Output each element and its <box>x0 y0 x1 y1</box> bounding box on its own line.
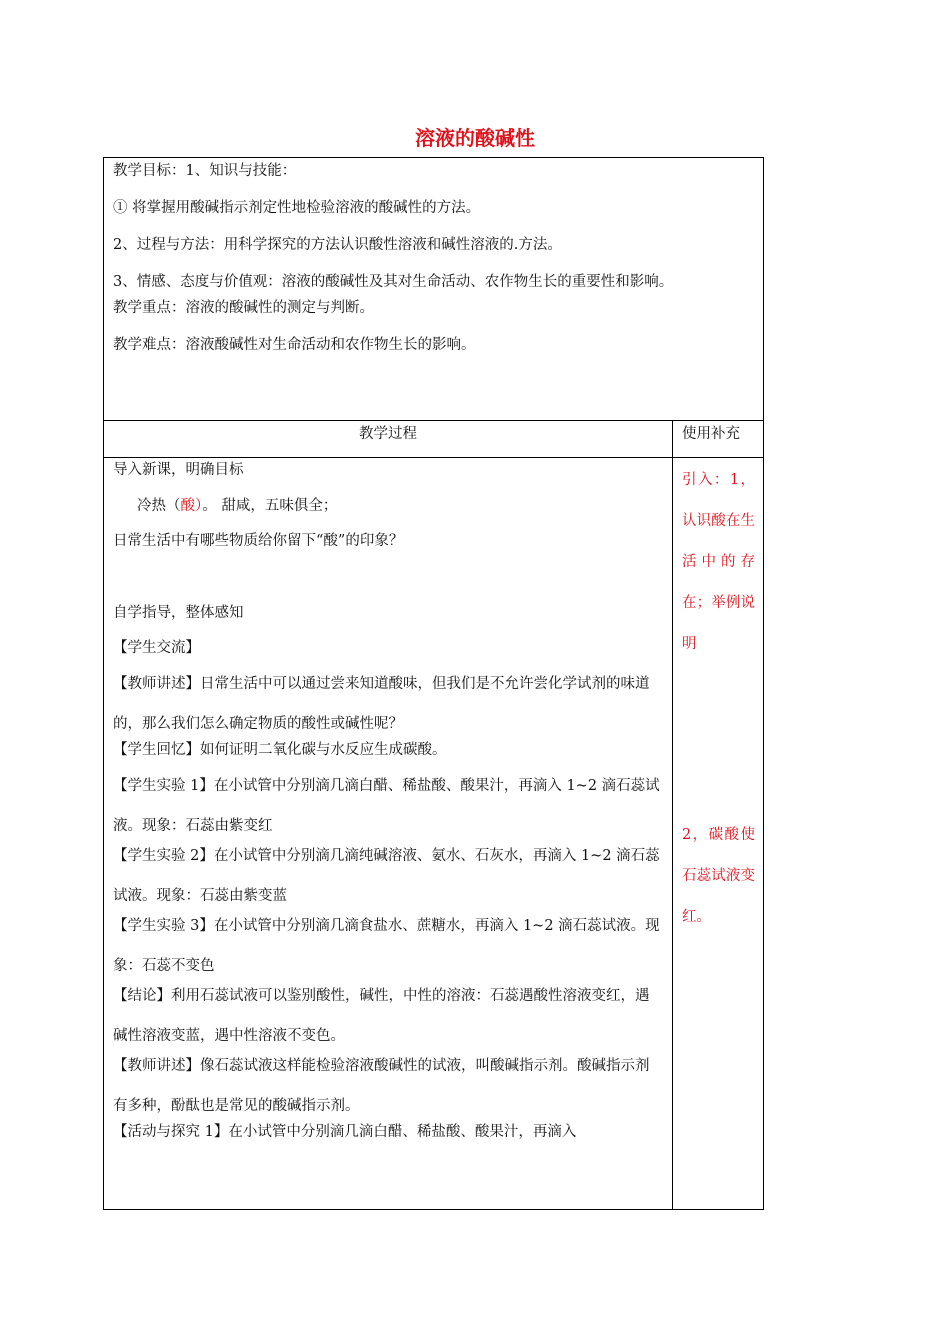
paragraph: 【活动与探究 1】在小试管中分别滴几滴白醋、稀盐酸、酸果汁，再滴入 <box>113 1123 577 1140</box>
paragraph: 【教师讲述】像石蕊试液这样能检验溶液酸碱性的试液，叫酸碱指示剂。酸碱指示剂有多种，酚酞也是常见的酸碱指示剂。 <box>113 1057 650 1114</box>
question-line: 日常生活中有哪些物质给你留下“酸”的印象？ <box>113 533 404 550</box>
paragraph: 【学生交流】 <box>113 640 200 657</box>
poem-highlight: 酸） <box>180 497 203 514</box>
objective-line: 教学目标：1、知识与技能： <box>113 163 297 179</box>
process-header: 教学过程 <box>104 421 673 457</box>
objectives-cell <box>104 158 763 421</box>
supplement-note: 引入：1，认识酸在生活中的存在；举例说明 <box>682 472 755 652</box>
paragraph: 【学生实验 1】在小试管中分别滴几滴白醋、稀盐酸、酸果汁，再滴入 1~2 滴石蕊试液。现象：石蕊由紫变红 <box>113 777 660 834</box>
objective-line: ① 将掌握用酸碱指示剂定性地检验溶液的酸碱性的方法。 <box>113 200 481 216</box>
key-point: 教学重点：溶液的酸碱性的测定与判断。 <box>113 300 374 316</box>
paragraph: 【结论】利用石蕊试液可以鉴别酸性，碱性，中性的溶液：石蕊遇酸性溶液变红，遇碱性溶液变蓝，遇中性溶液不变色。 <box>113 987 650 1044</box>
blank-line <box>113 567 662 603</box>
objective-line: 3、情感、态度与价值观：溶液的酸碱性及其对生命活动、农作物生长的重要性和影响。 <box>113 274 674 290</box>
lesson-table <box>103 157 764 1210</box>
objective-line: 2、过程与方法：用科学探究的方法认识酸性溶液和碱性溶液的.方法。 <box>113 237 562 253</box>
supplement-cell <box>673 458 763 1209</box>
poem-text: 冷热（ <box>137 497 181 514</box>
section-heading: 导入新课，明确目标 <box>113 462 244 478</box>
supplement-note: 2，碳酸使石蕊试液变红。 <box>682 827 755 925</box>
page-title: 溶液的酸碱性 <box>415 126 535 150</box>
poem-line <box>113 496 662 532</box>
paragraph: 【学生实验 3】在小试管中分别滴几滴食盐水、蔗糖水，再滴入 1~2 滴石蕊试液。现象：石蕊不变色 <box>113 917 660 974</box>
process-header-row <box>104 421 763 458</box>
paragraph: 【学生回忆】如何证明二氧化碳与水反应生成碳酸。 <box>113 742 447 759</box>
paragraph: 【教师讲述】日常生活中可以通过尝来知道酸味，但我们是不允许尝化学试剂的味道的，那么我们怎么确定物质的酸性或碱性呢？ <box>113 676 650 733</box>
process-cell <box>104 458 673 1209</box>
supplement-header: 使用补充 <box>682 426 740 442</box>
section-heading: 自学指导，整体感知 <box>113 604 244 621</box>
difficult-point: 教学难点：溶液酸碱性对生命活动和农作物生长的影响。 <box>113 337 476 353</box>
poem-text: 。 甜咸，五味俱全； <box>202 497 338 514</box>
paragraph: 【学生实验 2】在小试管中分别滴几滴纯碱溶液、氨水、石灰水，再滴入 1~2 滴石蕊试液。现象：石蕊由紫变蓝 <box>113 847 660 904</box>
